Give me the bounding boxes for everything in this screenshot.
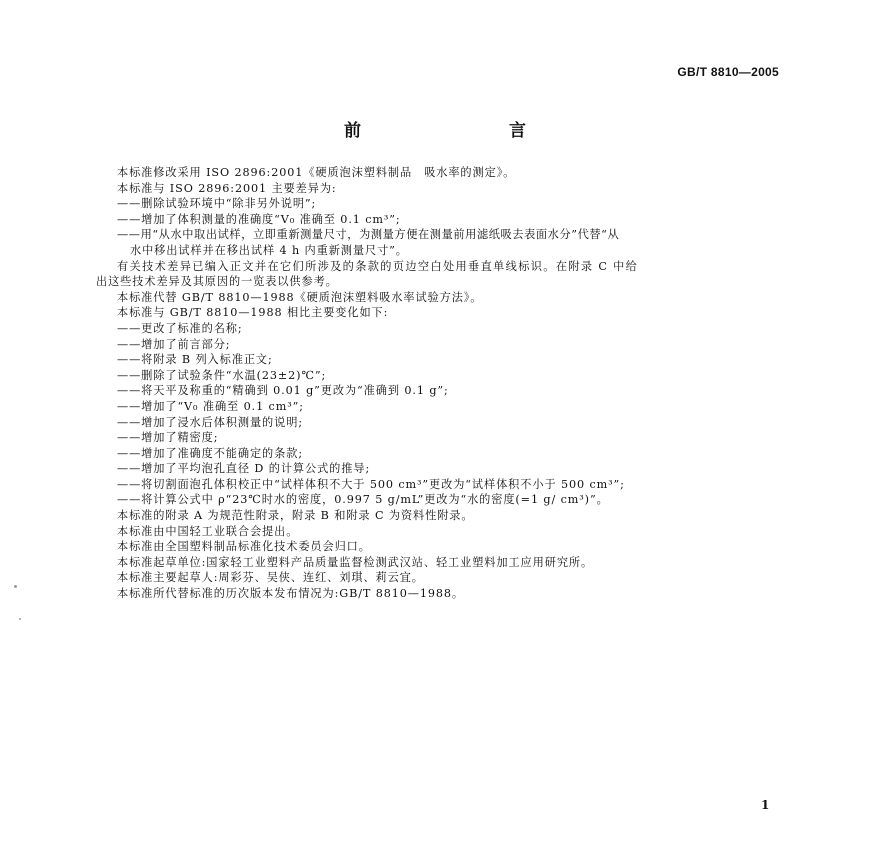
list-item: ——增加了平均泡孔直径 D 的计算公式的推导; bbox=[117, 462, 371, 476]
list-item: ——将附录 B 列入标准正文; bbox=[117, 353, 273, 367]
list-item: ——删除了试验条件“水温(23±2)℃”; bbox=[117, 368, 327, 382]
text-line: 本标准由全国塑料制品标准化技术委员会归口。 bbox=[117, 540, 371, 554]
text-line-continuation: 出这些技术差异及其原因的一览表以供参考。 bbox=[96, 275, 338, 289]
text-line: 有关技术差异已编入正文并在它们所涉及的条款的页边空白处用垂直单线标识。在附录 C 中给 bbox=[117, 259, 639, 273]
scan-speck bbox=[14, 585, 17, 588]
text-line: 本标准主要起草人:周彩芬、吴侠、连红、刘琪、莉云宜。 bbox=[117, 571, 424, 585]
text-line: 本标准与 GB/T 8810—1988 相比主要变化如下: bbox=[117, 306, 389, 320]
text-line: 本标准与 ISO 2896:2001 主要差异为: bbox=[117, 181, 337, 195]
list-item: ——更改了标准的名称; bbox=[117, 321, 243, 335]
list-item: ——增加了精密度; bbox=[117, 431, 219, 445]
scan-speck bbox=[19, 618, 21, 620]
list-item: ——将切割面泡孔体积校正中“试样体积不大于 500 cm³”更改为“试样体积不小于 500 cm³”; bbox=[117, 477, 625, 491]
list-item: ——增加了体积测量的准确度“V₀ 准确至 0.1 cm³”; bbox=[117, 212, 401, 226]
list-item: ——将计算公式中 ρ“23℃时水的密度，0.997 5 g/mL”更改为“水的密度(=1 g/ cm³)”。 bbox=[117, 493, 609, 507]
page-number: 1 bbox=[761, 798, 770, 812]
text-line: 本标准修改采用 ISO 2896:2001《硬质泡沫塑料制品 吸水率的测定》。 bbox=[117, 166, 516, 179]
foreword-body bbox=[96, 165, 782, 602]
text-line: 本标准的附录 A 为规范性附录，附录 B 和附录 C 为资料性附录。 bbox=[117, 509, 474, 523]
list-item: ——用“从水中取出试样，立即重新测量尺寸，为测量方便在测量前用滤纸吸去表面水分”代替“从 bbox=[117, 228, 620, 242]
list-item: ——删除试验环境中“除非另外说明”; bbox=[117, 197, 317, 211]
text-line: 本标准起草单位:国家轻工业塑料产品质量监督检测武汉站、轻工业塑料加工应用研究所。 bbox=[117, 555, 594, 569]
text-line: 本标准代替 GB/T 8810—1988《硬质泡沫塑料吸水率试验方法》。 bbox=[117, 290, 483, 304]
list-item: ——增加了浸水后体积测量的说明; bbox=[117, 415, 303, 429]
list-item: ——增加了前言部分; bbox=[117, 337, 231, 351]
standard-number: GB/T 8810—2005 bbox=[677, 65, 779, 79]
page-title: 前 言 bbox=[344, 121, 564, 141]
text-line: 本标准所代替标准的历次版本发布情况为:GB/T 8810—1988。 bbox=[117, 587, 465, 601]
text-line: 本标准由中国轻工业联合会提出。 bbox=[117, 524, 299, 538]
list-item: ——将天平及称重的“精确到 0.01 g”更改为“准确到 0.1 g”; bbox=[117, 384, 449, 398]
list-item-continuation: 水中移出试样并在移出试样 4 h 内重新测量尺寸”。 bbox=[130, 243, 408, 257]
list-item: ——增加了准确度不能确定的条款; bbox=[117, 446, 303, 460]
list-item: ——增加了“V₀ 准确至 0.1 cm³”; bbox=[117, 399, 304, 413]
